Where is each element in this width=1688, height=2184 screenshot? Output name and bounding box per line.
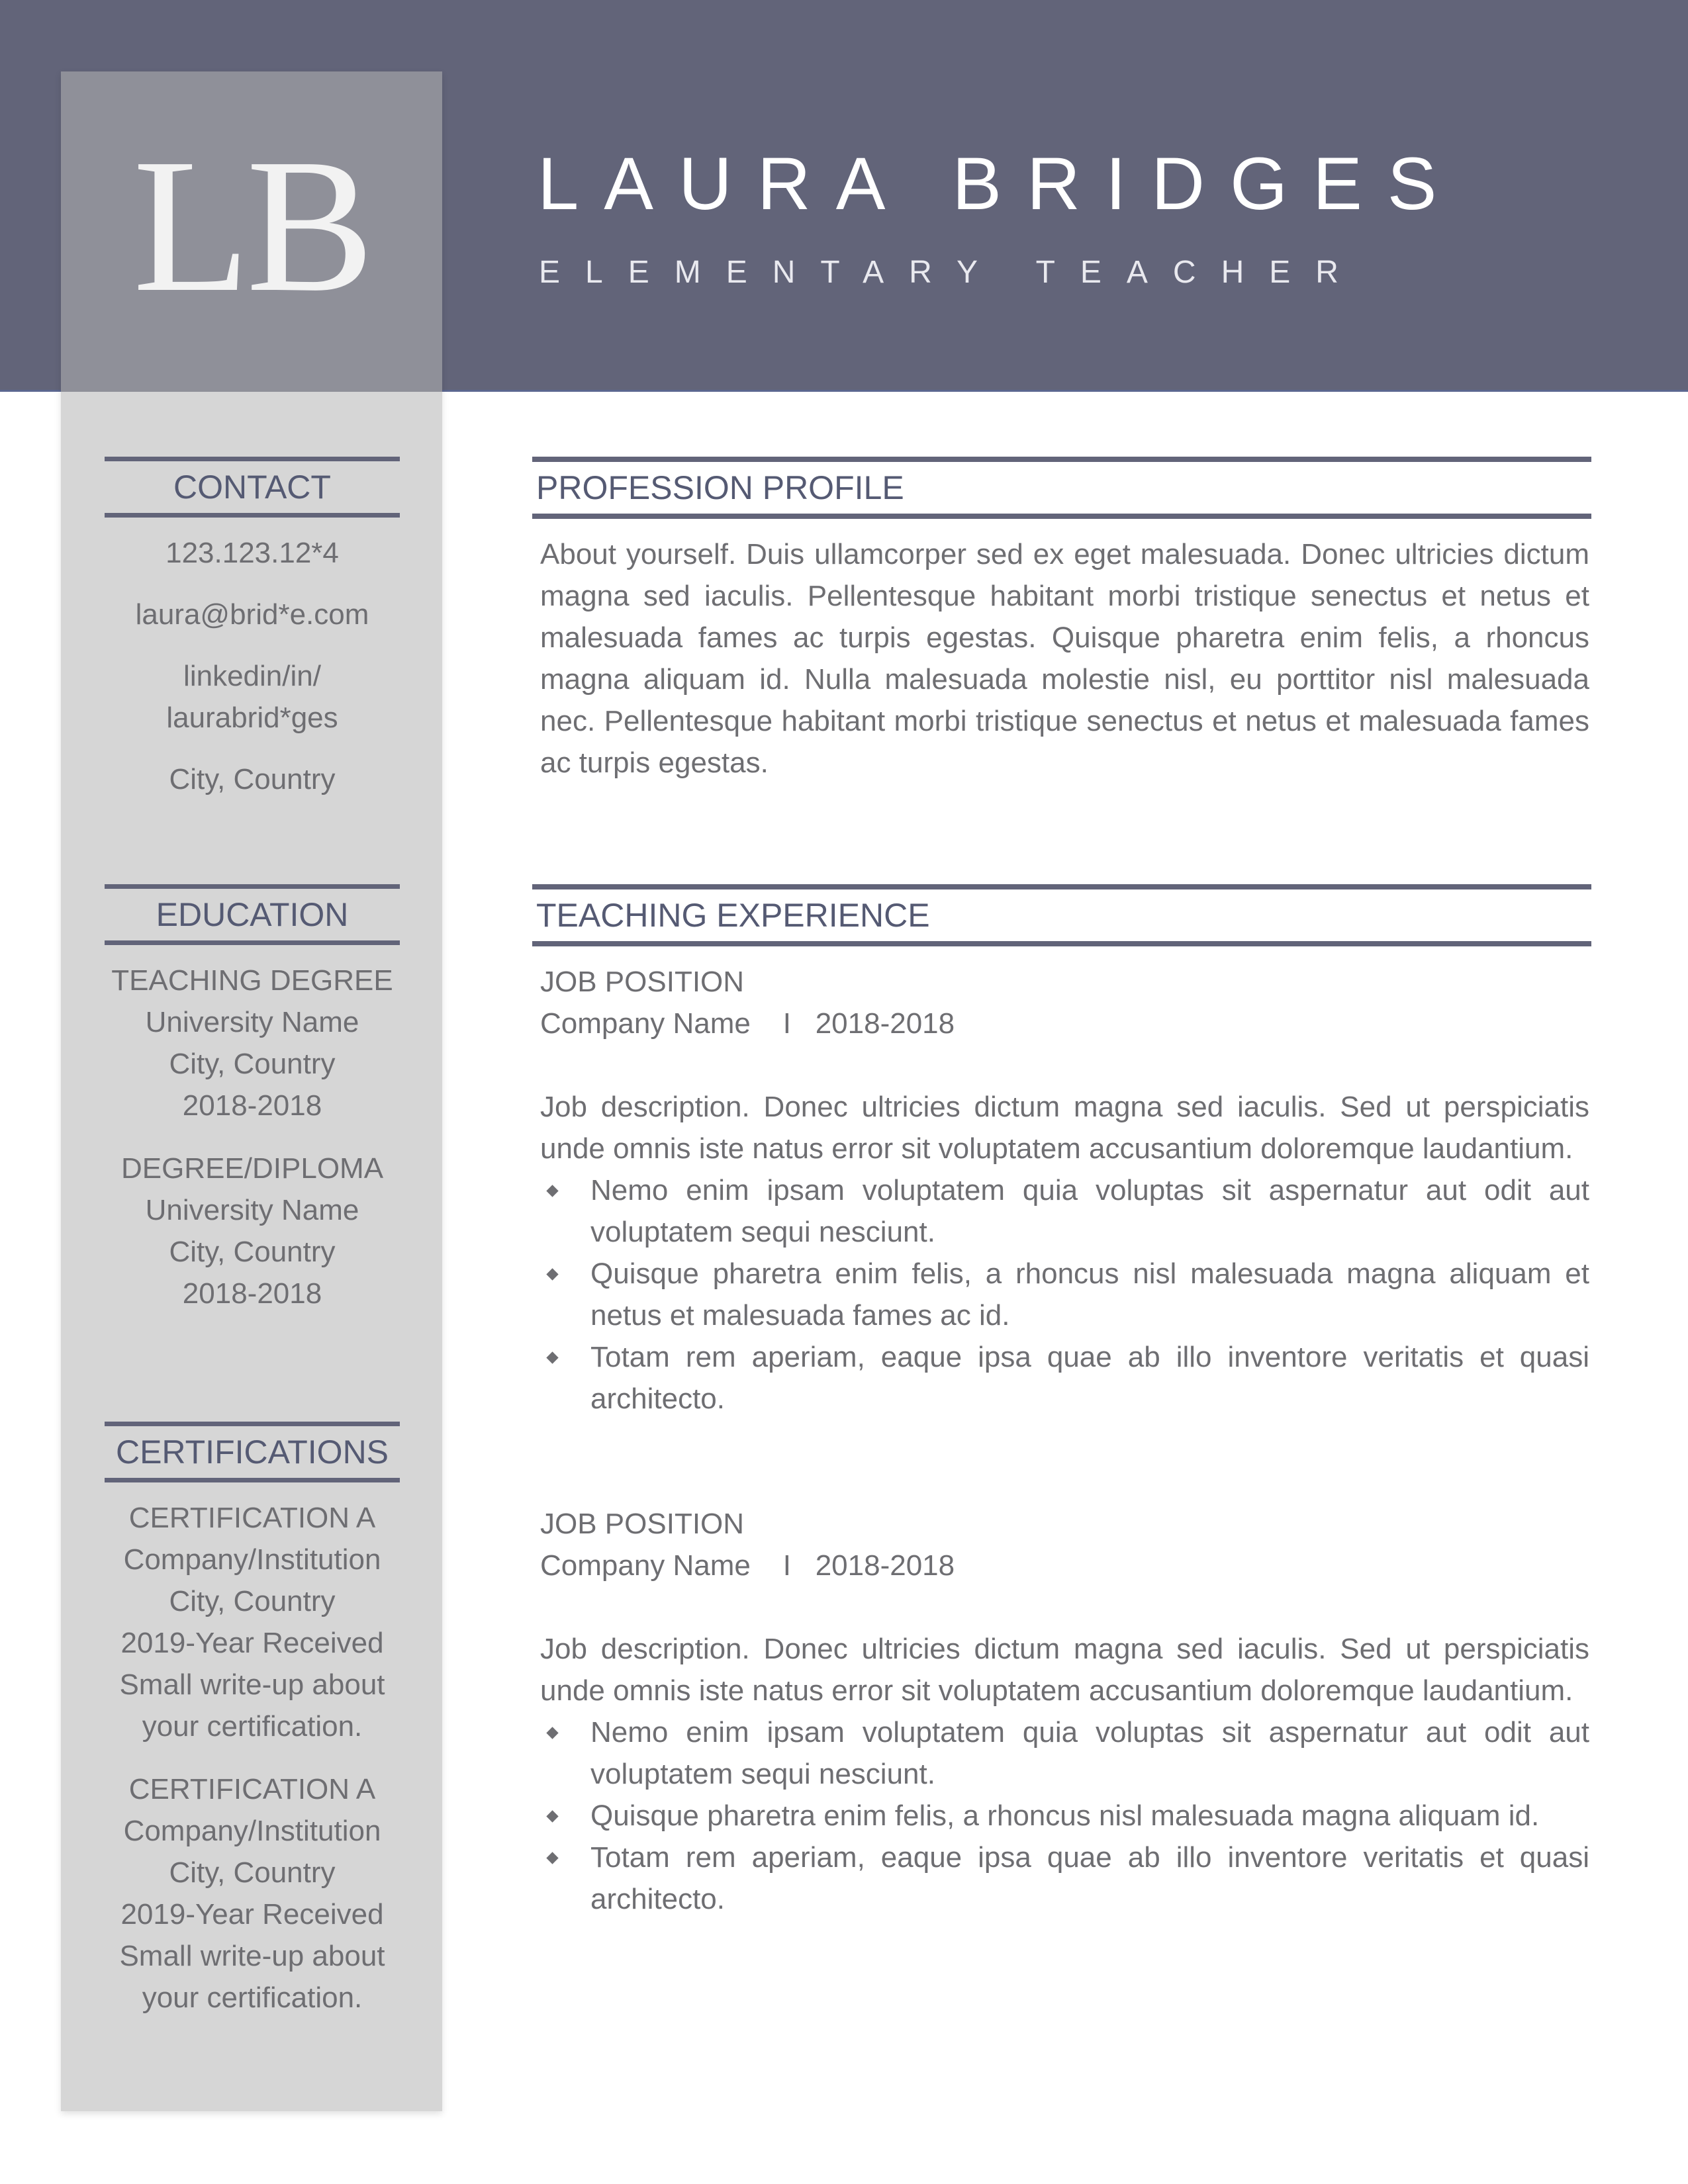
experience-section xyxy=(532,884,1591,1920)
job-bullet-list xyxy=(540,1169,1589,1420)
candidate-name: LAURA BRIDGES xyxy=(538,142,1462,225)
monogram: LB xyxy=(132,119,371,332)
job-bullet: Nemo enim ipsam voluptatem quia voluptas sit aspernatur aut odit aut voluptatem sequi nesciunt. xyxy=(540,1169,1589,1253)
education-location: City, Country xyxy=(169,1236,336,1268)
job-position: JOB POSITION xyxy=(540,966,745,998)
contact-heading: CONTACT xyxy=(105,457,400,518)
education-degree: TEACHING DEGREE xyxy=(111,964,393,997)
education-section xyxy=(105,884,400,1314)
diamond-bullet-icon xyxy=(546,1185,558,1197)
job-bullet: Nemo enim ipsam voluptatem quia voluptas sit aspernatur aut odit aut voluptatem sequi nesciunt. xyxy=(540,1711,1589,1795)
contact-linkedin-line1: linkedin/in/ xyxy=(183,660,321,692)
diamond-bullet-icon xyxy=(546,1852,558,1864)
contact-section xyxy=(105,457,400,800)
job-bullet: Totam rem aperiam, eaque ipsa quae ab illo inventore veritatis et quasi architecto. xyxy=(540,1336,1589,1420)
job-bullet: Quisque pharetra enim felis, a rhoncus nisl malesuada magna aliquam et netus et malesuada fames ac id. xyxy=(540,1253,1589,1336)
job-description: Job description. Donec ultricies dictum magna sed iaculis. Sed ut perspiciatis unde omnis iste natus error sit voluptatem accusantium doloremque laudantium. xyxy=(540,1091,1589,1165)
job-company-line: Company Name I 2018-2018 xyxy=(540,1549,955,1582)
certification-location: City, Country xyxy=(169,1585,336,1617)
education-school: University Name xyxy=(145,1194,359,1226)
job-position: JOB POSITION xyxy=(540,1508,745,1540)
contact-phone: 123.123.12*4 xyxy=(165,537,339,569)
certification-year: 2019-Year Received xyxy=(120,1898,384,1931)
profile-heading: PROFESSION PROFILE xyxy=(532,457,1591,519)
certification-name: CERTIFICATION A xyxy=(128,1502,376,1534)
job-bullet-list xyxy=(540,1711,1589,1920)
profile-section xyxy=(532,457,1591,784)
profile-text: About yourself. Duis ullamcorper sed ex eget malesuada. Donec ultricies dictum magna sed iaculis. Pellentesque habitant morbi tristique senectus et netus et malesuada fames ac turpis egestas. Quisque pharetra enim felis, a rhoncus magna aliquam id. Nulla malesuada molestie nisl, eu porttitor nisl malesuada nec. Pellentesque habitant morbi tristique senectus et netus et malesuada fames ac turpis egestas. xyxy=(540,538,1589,779)
education-school: University Name xyxy=(145,1006,359,1038)
job-entry xyxy=(532,1503,1591,1920)
experience-heading: TEACHING EXPERIENCE xyxy=(532,884,1591,946)
certification-institution: Company/Institution xyxy=(123,1815,381,1847)
certification-year: 2019-Year Received xyxy=(120,1627,384,1659)
candidate-title: ELEMENTARY TEACHER xyxy=(539,255,1364,290)
job-entry xyxy=(532,961,1591,1420)
certification-note-line1: Small write-up about xyxy=(119,1940,385,1972)
job-bullet: Quisque pharetra enim felis, a rhoncus nisl malesuada magna aliquam id. xyxy=(540,1795,1589,1837)
monogram-box xyxy=(61,71,442,392)
education-heading: EDUCATION xyxy=(105,884,400,945)
contact-email: laura@brid*e.com xyxy=(135,598,369,631)
diamond-bullet-icon xyxy=(546,1727,558,1739)
job-company-line: Company Name I 2018-2018 xyxy=(540,1007,955,1040)
contact-linkedin-line2: laurabrid*ges xyxy=(166,702,338,734)
job-bullet: Totam rem aperiam, eaque ipsa quae ab illo inventore veritatis et quasi architecto. xyxy=(540,1837,1589,1920)
certification-location: City, Country xyxy=(169,1856,336,1889)
certification-note-line2: your certification. xyxy=(142,1981,363,2014)
certification-institution: Company/Institution xyxy=(123,1543,381,1576)
diamond-bullet-icon xyxy=(546,1268,558,1280)
certification-note-line1: Small write-up about xyxy=(119,1668,385,1701)
certification-note-line2: your certification. xyxy=(142,1710,363,1743)
certifications-section xyxy=(105,1422,400,2019)
certification-name: CERTIFICATION A xyxy=(128,1773,376,1805)
diamond-bullet-icon xyxy=(546,1810,558,1822)
education-years: 2018-2018 xyxy=(182,1277,322,1310)
certifications-heading: CERTIFICATIONS xyxy=(105,1422,400,1482)
education-years: 2018-2018 xyxy=(182,1089,322,1122)
job-description: Job description. Donec ultricies dictum magna sed iaculis. Sed ut perspiciatis unde omnis iste natus error sit voluptatem accusantium doloremque laudantium. xyxy=(540,1633,1589,1707)
diamond-bullet-icon xyxy=(546,1351,558,1363)
contact-location: City, Country xyxy=(169,763,336,796)
education-degree: DEGREE/DIPLOMA xyxy=(120,1152,384,1185)
education-location: City, Country xyxy=(169,1048,336,1080)
